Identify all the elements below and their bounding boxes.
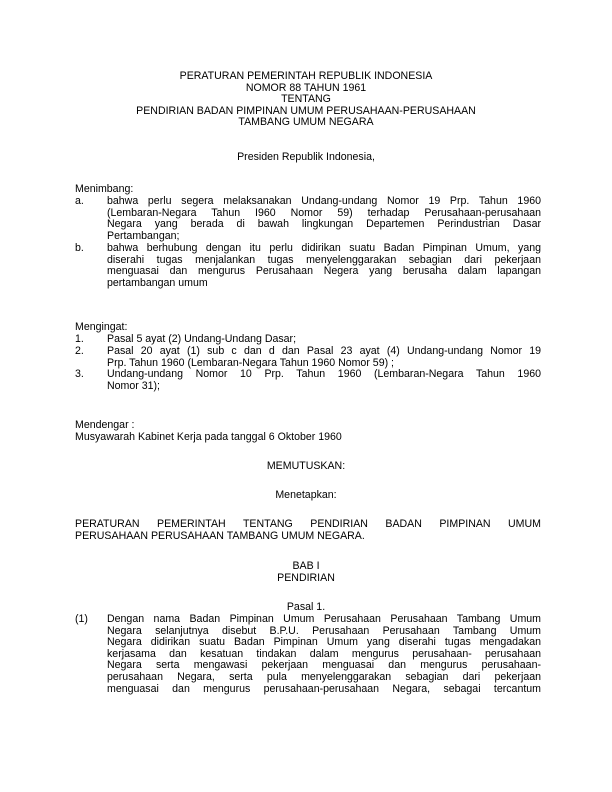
text-line: (Lembaran-Negara Tahun I960 Nomor 59) terhadap Perusahaan-perusahaan [107, 206, 541, 219]
text-line: bahwa perlu segera melaksanakan Undang-undang Nomor 19 Prp. Tahun 1960 [107, 195, 541, 207]
item-text [107, 346, 541, 369]
bab-title: PENDIRIAN [277, 571, 335, 584]
menetapkan-heading: Menetapkan: [275, 489, 337, 501]
mendengar-block [75, 420, 342, 443]
ayat-marker: (1) [75, 613, 88, 625]
text-line: Negara didirikan suatu Badan Pimpinan Umum yang diserahi tugas mengadakan [107, 636, 541, 649]
text-line: PERUSAHAAN PERUSAHAAN TAMBANG UMUM NEGARA. [75, 529, 365, 542]
text-line: Prp. Tahun 1960 (Lembaran-Negara Tahun 1960 Nomor 59) ; [107, 356, 394, 369]
text-line: Pasal 20 ayat (1) sub c dan d dan Pasal 23 ayat (4) Undang-undang Nomor 19 [107, 345, 541, 357]
bab-number: BAB I [292, 560, 320, 572]
item-marker: 3. [75, 368, 84, 380]
text-line: Nomor 31); [107, 379, 160, 392]
text-line: Negara serta mengawasi pekerjaan menguasai dan mengurus perusahaan- [107, 659, 541, 672]
item-marker: b. [75, 242, 84, 254]
text-line: Negara selanjutnya disebut B.P.U. Perusahaan Perusahaan Tambang Umum [107, 624, 541, 637]
text-line: PERATURAN PEMERINTAH TENTANG PENDIRIAN BADAN PIMPINAN UMUM [75, 518, 541, 530]
text-line: Negara yang berada di bawah lingkungan Departemen Perindustrian Dasar [107, 218, 541, 231]
item-marker: a. [75, 195, 84, 207]
text-line: bahwa berhubung dengan itu perlu didirikan suatu Badan Pimpinan Umum, yang [107, 242, 541, 254]
mendengar-label: Mendengar : [75, 419, 135, 431]
header-number: NOMOR 88 TAHUN 1961 [245, 81, 367, 94]
text-line: Dengan nama Badan Pimpinan Umum Perusahaan Perusahaan Tambang Umum [107, 613, 541, 625]
president-line: Presiden Republik Indonesia, [237, 151, 375, 163]
ayat-text [107, 614, 541, 695]
header-subject-cont: TAMBANG UMUM NEGARA [238, 116, 374, 129]
text-line: perusahaan Negara, serta pula menyelenggarakan sebagian dari pekerjaan [107, 670, 541, 683]
text-line: kerjasama dan kesatuan tindakan dalam mengurus perusahaan- perusahaan [107, 647, 541, 660]
item-text [107, 369, 541, 392]
header-tentang: TENTANG [281, 93, 331, 106]
text-line: pertambangan umum [107, 276, 208, 289]
regulation-title [75, 519, 541, 542]
header-subject: PENDIRIAN BADAN PIMPINAN UMUM PERUSAHAAN-PERUSAHAAN [136, 104, 476, 117]
pasal-1-heading: Pasal 1. [286, 601, 326, 613]
item-text [107, 196, 541, 242]
mengingat-label: Mengingat: [75, 321, 128, 333]
item-text [107, 334, 541, 346]
item-marker: 1. [75, 333, 84, 345]
text-line: diserahi tugas menjalankan tugas menyelenggarakan sebagian dari pekerjaan [107, 253, 541, 266]
menimbang-label: Menimbang: [75, 183, 134, 195]
item-marker: 2. [75, 345, 84, 357]
mendengar-text: Musyawarah Kabinet Kerja pada tanggal 6 Oktober 1960 [75, 430, 342, 443]
text-line: Pertambangan; [107, 229, 180, 242]
memutuskan-heading: MEMUTUSKAN: [266, 460, 346, 472]
text-line: menguasai dan mengurus Perusahaan Negera yang berusaha dalam lapangan [107, 265, 541, 278]
text-line: Undang-undang Nomor 10 Prp. Tahun 1960 (Lembaran-Negara Tahun 1960 [107, 368, 541, 380]
text-line: menguasai dan mengurus perusahaan-perusahaan Negara, sebagai tercantum [107, 682, 541, 695]
text-line: Pasal 5 ayat (2) Undang-Undang Dasar; [107, 333, 297, 345]
document-header [0, 71, 612, 129]
bab-heading [0, 561, 612, 584]
item-text [107, 243, 541, 289]
header-title: PERATURAN PEMERINTAH REPUBLIK INDONESIA [179, 70, 433, 82]
